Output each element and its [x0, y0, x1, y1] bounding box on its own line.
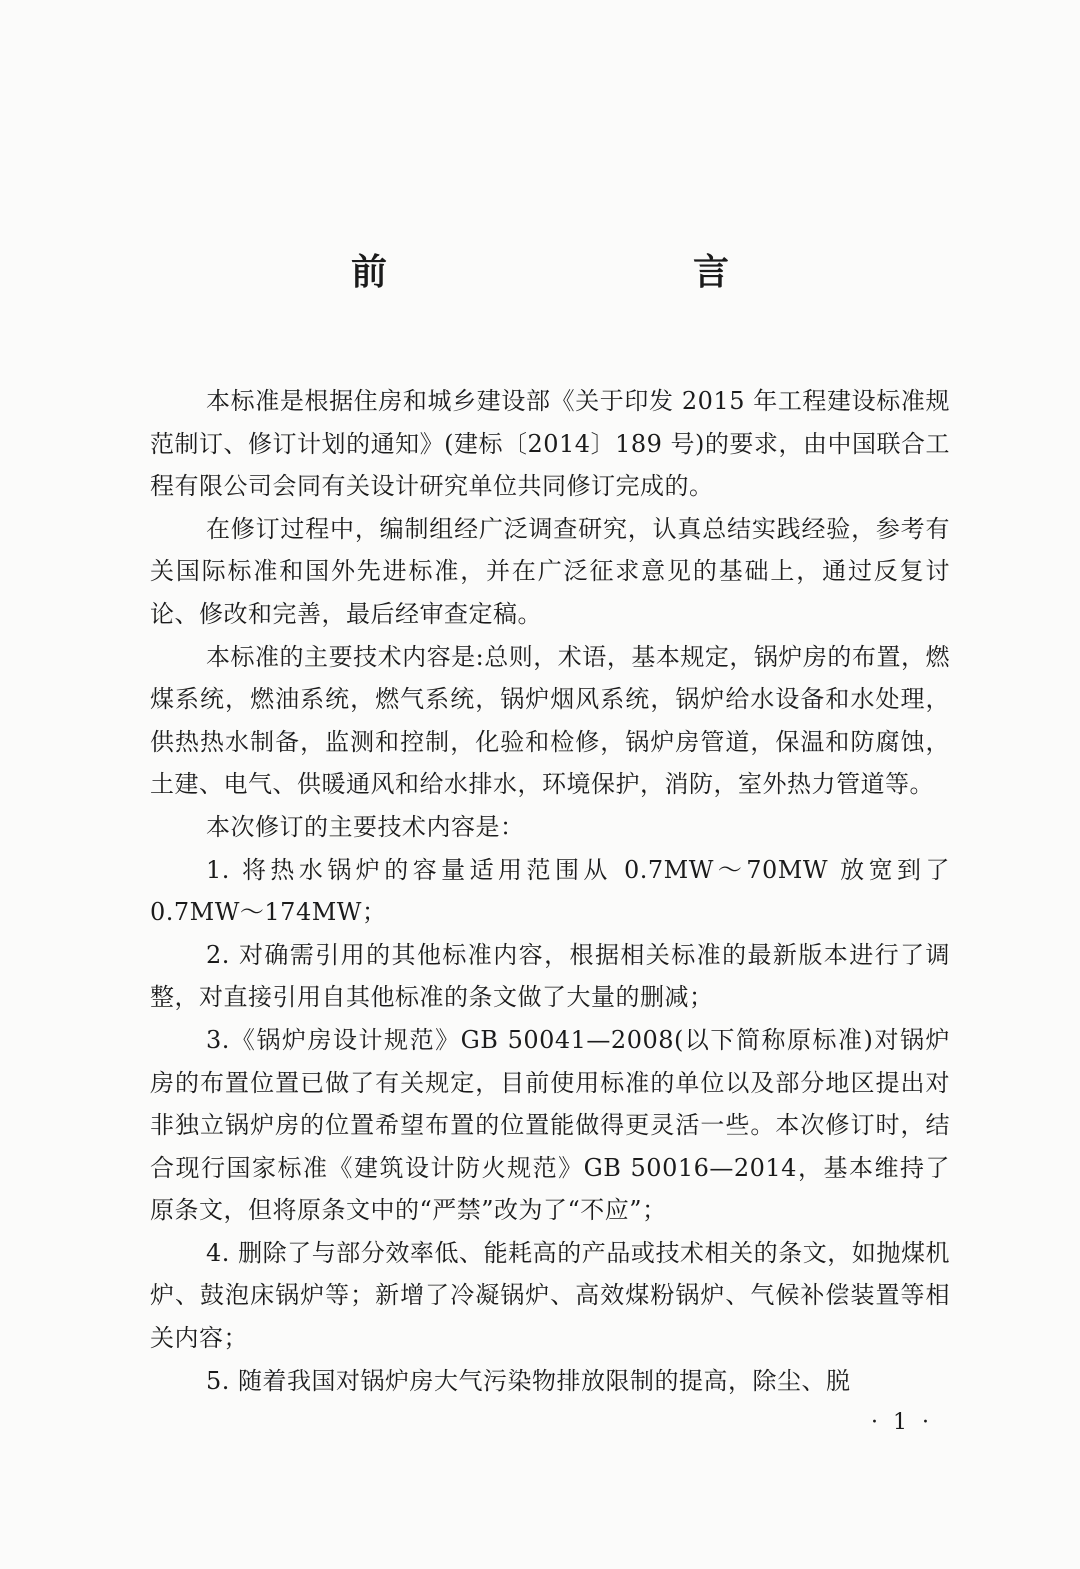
body-text: [150, 380, 950, 1402]
paragraph-5: 1. 将热水锅炉的容量适用范围从 0.7MW～70MW 放宽到了 0.7MW～174MW；: [150, 855, 950, 927]
paragraph-8: 4. 删除了与部分效率低、能耗高的产品或技术相关的条文，如抛煤机炉、鼓泡床锅炉等；新增了冷凝锅炉、高效煤粉锅炉、气候补偿装置等相关内容；: [150, 1238, 950, 1353]
page-title: 前 言: [350, 252, 807, 293]
paragraph-9: 5. 随着我国对锅炉房大气污染物排放限制的提高，除尘、脱: [206, 1366, 851, 1395]
paragraph-3: 本标准的主要技术内容是:总则，术语，基本规定，锅炉房的布置，燃煤系统，燃油系统，燃气系统，锅炉烟风系统，锅炉给水设备和水处理，供热热水制备，监测和控制，化验和检修，锅炉房管道，保温和防腐蚀，土建、电气、供暖通风和给水排水，环境保护，消防，室外热力管道等。: [150, 642, 950, 799]
paragraph-6: 2. 对确需引用的其他标准内容，根据相关标准的最新版本进行了调整，对直接引用自其他标准的条文做了大量的删减；: [150, 940, 950, 1012]
paragraph-7: 3.《锅炉房设计规范》GB 50041—2008(以下简称原标准)对锅炉房的布置位置已做了有关规定，目前使用标准的单位以及部分地区提出对非独立锅炉房的位置希望布置的位置能做得更灵活一些。本次修订时，结合现行国家标准《建筑设计防火规范》GB 50016—2014，基本维持了原条文，但将原条文中的“严禁”改为了“不应”；: [150, 1025, 950, 1225]
paragraph-4: 本次修订的主要技术内容是：: [206, 812, 525, 841]
paragraph-1: 本标准是根据住房和城乡建设部《关于印发 2015 年工程建设标准规范制订、修订计划的通知》(建标〔2014〕189 号)的要求，由中国联合工程有限公司会同有关设计研究单位共同修订完成的。: [150, 387, 950, 501]
paragraph-2: 在修订过程中，编制组经广泛调查研究，认真总结实践经验，参考有关国际标准和国外先进标准，并在广泛征求意见的基础上，通过反复讨论、修改和完善，最后经审查定稿。: [150, 514, 950, 628]
page-number: · 1 ·: [871, 1410, 933, 1435]
